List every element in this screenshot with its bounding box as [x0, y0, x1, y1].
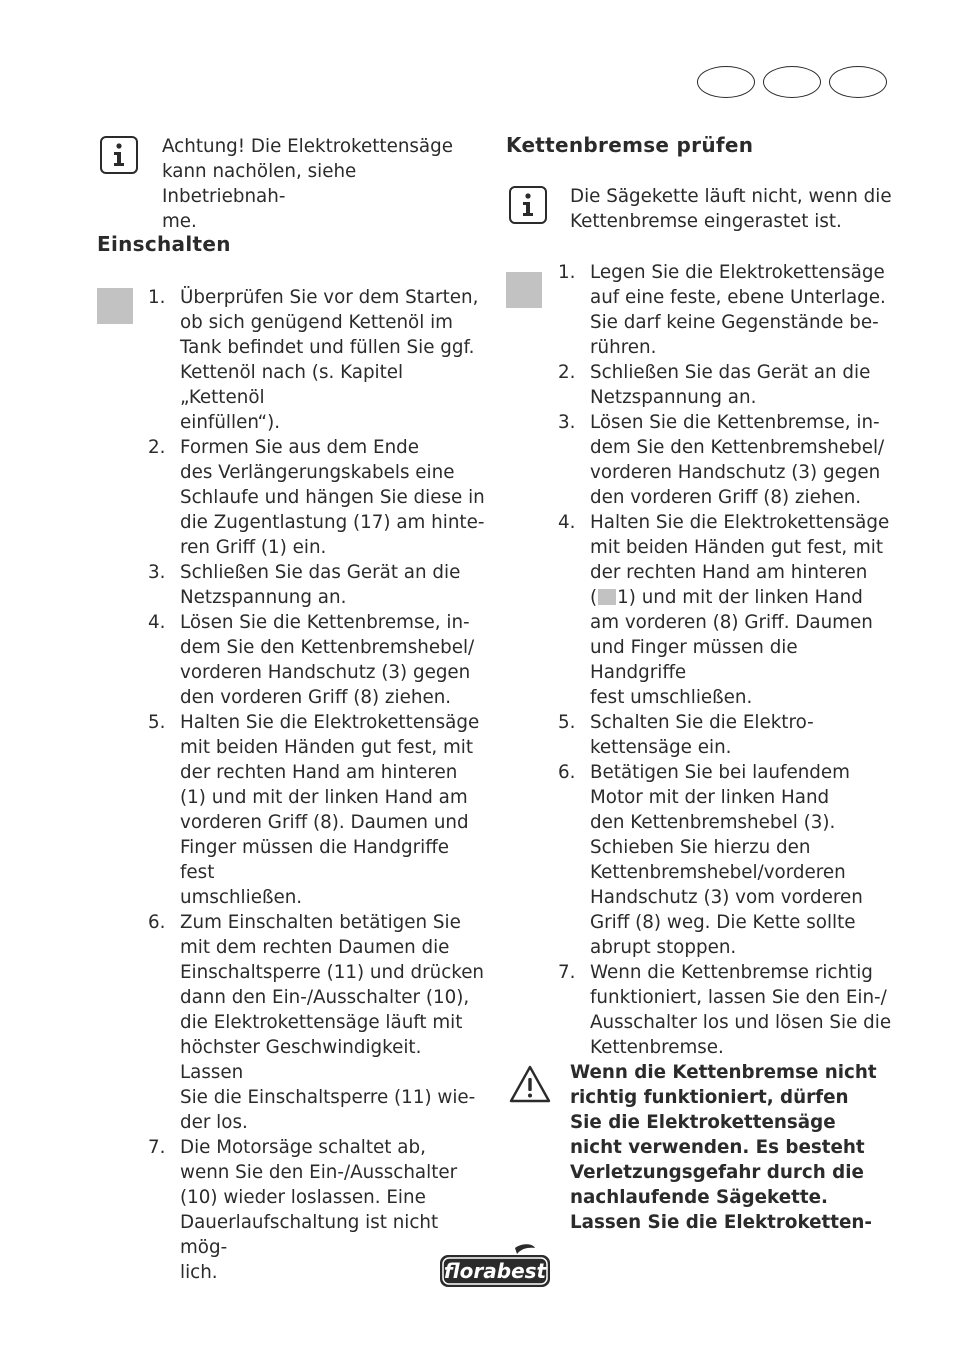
left-steps-list	[148, 285, 488, 1285]
step-number: 3.	[148, 562, 166, 583]
step-number: 3.	[558, 412, 576, 433]
step-number: 1.	[148, 287, 166, 308]
step-text: Betätigen Sie bei laufendem Motor mit der linken Hand den Kettenbremshebel (3). Schieben Sie hierzu den Kettenbremshebel/vorderen Handschutz (3) vom vorderen Griff (8) weg. Die Kette sollte abrupt stoppen.	[590, 762, 863, 958]
list-item	[558, 410, 898, 510]
step-text: Die Motorsäge schaltet ab, wenn Sie den Ein-/Ausschalter (10) wieder loslassen. Eine Dauerlaufschaltung ist nicht mög- lich.	[180, 1137, 458, 1283]
warning-text: Wenn die Kettenbremse nicht richtig funktioniert, dürfen Sie die Elektrokettensäge nicht verwenden. Es besteht Verletzungsgefahr durch die nachlaufende Sägekette. Lassen Sie die Elektroketten-	[570, 1062, 877, 1233]
step-text-a: Halten Sie die Elektrokettensäge mit beiden Händen gut fest, mit der rechten Hand am hinteren (	[590, 512, 890, 608]
language-ovals	[697, 66, 889, 100]
step-number: 6.	[558, 762, 576, 783]
florabest-logo	[437, 1244, 553, 1290]
oval-2	[763, 66, 821, 98]
step-number: 5.	[558, 712, 576, 733]
step-number: 2.	[558, 362, 576, 383]
step-number: 1.	[558, 262, 576, 283]
step-text: Überprüfen Sie vor dem Starten, ob sich genügend Kettenöl im Tank befindet und füllen Sie ggf. Kettenöl nach (s. Kapitel „Kettenöl einfüllen“).	[180, 287, 479, 433]
step-number: 4.	[148, 612, 166, 633]
info-icon	[509, 186, 547, 224]
step-number: 7.	[148, 1137, 166, 1158]
heading-kettenbremse-pruefen: Kettenbremse prüfen	[506, 133, 754, 157]
list-item	[558, 260, 898, 360]
grey-inline-marker	[598, 589, 616, 605]
step-text: Wenn die Kettenbremse richtig funktioniert, lassen Sie den Ein-/ Ausschalter los und lösen Sie die Kettenbremse.	[590, 962, 892, 1058]
step-text: Formen Sie aus dem Ende des Verlängerungskabels eine Schlaufe und hängen Sie diese in die Zugentlastung (17) am hinte- ren Griff (1) ein.	[180, 437, 485, 558]
list-item	[558, 360, 898, 410]
step-text: Lösen Sie die Kettenbremse, in- dem Sie den Kettenbremshebel/ vorderen Handschutz (3) gegen den vorderen Griff (8) ziehen.	[180, 612, 475, 708]
step-number: 4.	[558, 512, 576, 533]
leaf-icon	[515, 1244, 535, 1254]
list-item	[558, 510, 898, 710]
step-number: 2.	[148, 437, 166, 458]
list-item	[148, 710, 488, 910]
logo-text: florabest	[443, 1259, 547, 1283]
step-text: Zum Einschalten betätigen Sie mit dem rechten Daumen die Einschaltsperre (11) und drücken dann den Ein-/Ausschalter (10), die Elektrokettensäge läuft mit höchster Geschwindigkeit. Lassen Sie die Einschaltsperre (11) wie- der los.	[180, 912, 485, 1133]
step-number: 6.	[148, 912, 166, 933]
step-text: Schalten Sie die Elektro- kettensäge ein.	[590, 712, 814, 758]
list-item	[558, 960, 898, 1060]
step-text: Halten Sie die Elektrokettensäge mit beiden Händen gut fest, mit der rechten Hand am hinteren (1) und mit der linken Hand am vorderen Griff (8). Daumen und Finger müssen die Handgriffe fest umschließen.	[180, 712, 480, 908]
oval-3	[829, 66, 887, 98]
step-number: 5.	[148, 712, 166, 733]
step-text: Lösen Sie die Kettenbremse, in- dem Sie den Kettenbremshebel/ vorderen Handschutz (3) gegen den vorderen Griff (8) ziehen.	[590, 412, 885, 508]
right-steps-list	[558, 260, 898, 1060]
list-item	[148, 610, 488, 710]
list-item	[148, 285, 488, 435]
right-info-note: Die Sägekette läuft nicht, wenn die Kettenbremse eingerastet ist.	[570, 186, 892, 232]
list-item	[148, 910, 488, 1135]
step-text: Schließen Sie das Gerät an die Netzspannung an.	[590, 362, 871, 408]
list-item	[558, 760, 898, 960]
step-text: Legen Sie die Elektrokettensäge auf eine feste, ebene Unterlage. Sie darf keine Gegenstände be- rühren.	[590, 262, 886, 358]
warning-icon	[508, 1064, 552, 1104]
heading-einschalten: Einschalten	[97, 232, 231, 256]
step-text-b: 1) und mit der linken Hand am vorderen (8) Griff. Daumen und Finger müssen die Handgriffe fest umschließen.	[590, 587, 873, 708]
list-item	[148, 435, 488, 560]
left-info-note: Achtung! Die Elektrokettensäge kann nachölen, siehe Inbetriebnah- me.	[162, 136, 453, 232]
info-icon	[100, 136, 138, 174]
step-text: Schließen Sie das Gerät an die Netzspannung an.	[180, 562, 461, 608]
grey-marker	[97, 288, 133, 324]
oval-1	[697, 66, 755, 98]
step-number: 7.	[558, 962, 576, 983]
list-item	[558, 710, 898, 760]
grey-marker	[506, 272, 542, 308]
list-item	[148, 560, 488, 610]
